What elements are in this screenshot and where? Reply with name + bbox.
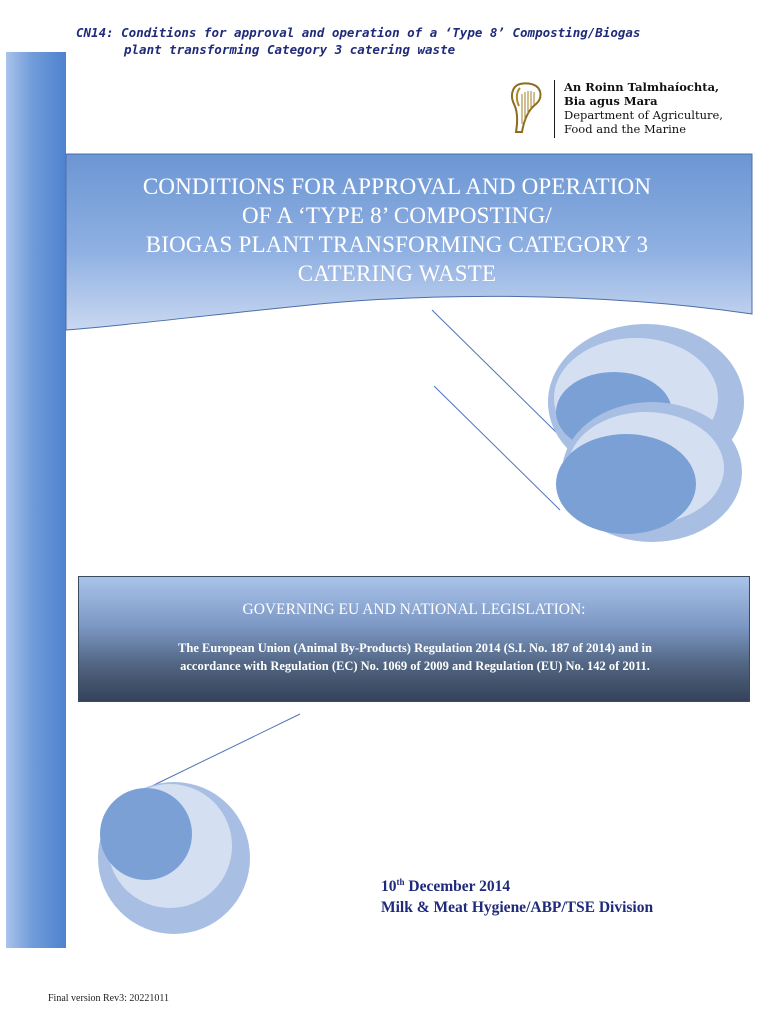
date-block <box>381 876 653 918</box>
legislation-body <box>115 639 715 675</box>
logo-line-1: An Roinn Talmhaíochta, <box>564 80 720 94</box>
division-name: Milk & Meat Hygiene/ABP/TSE Division <box>381 899 654 916</box>
header-line-2: plant transforming Category 3 catering waste <box>124 42 456 57</box>
title-line-3: BIOGAS PLANT TRANSFORMING CATEGORY 3 <box>145 232 649 257</box>
title-line-1: CONDITIONS FOR APPROVAL AND OPERATION <box>142 174 652 199</box>
header-line-1: CN14: Conditions for approval and operation of a ‘Type 8’ Composting/Biogas <box>76 25 641 40</box>
logo-line-4: Food and the Marine <box>564 122 687 136</box>
circle-decoration <box>100 788 192 880</box>
connector-line <box>434 386 560 510</box>
title-line-4: CATERING WASTE <box>297 261 497 286</box>
legislation-heading: GOVERNING EU AND NATIONAL LEGISLATION: <box>242 601 586 618</box>
logo-line-2: Bia agus Mara <box>564 94 658 108</box>
date-suffix: th <box>396 876 405 887</box>
footer-version: Final version Rev3: 20221011 <box>48 993 170 1004</box>
issue-date <box>381 876 653 897</box>
date-rest: December 2014 <box>404 878 511 895</box>
legislation-line-2: accordance with Regulation (EC) No. 1069 of 2009 and Regulation (EU) No. 142 of 2011. <box>180 659 650 673</box>
connector-line <box>432 310 560 436</box>
logo-line-3: Department of Agriculture, <box>564 108 723 122</box>
title-line-2: OF A ‘TYPE 8’ COMPOSTING/ <box>242 203 552 228</box>
legislation-panel <box>78 576 750 702</box>
legislation-line-1: The European Union (Animal By-Products) Regulation 2014 (S.I. No. 187 of 2014) and in <box>178 641 652 655</box>
connector-line <box>152 714 300 786</box>
circle-decoration <box>556 434 696 534</box>
date-day: 10 <box>381 878 397 895</box>
document-title <box>66 172 728 288</box>
